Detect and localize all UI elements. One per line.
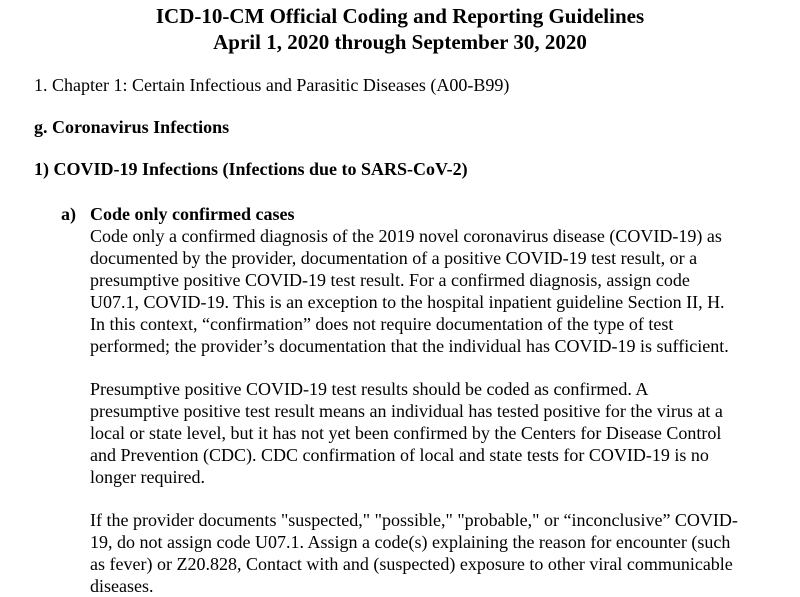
paragraph-line: local or state level, but it has not yet been confirmed by the Centers for Disease Control xyxy=(90,423,722,443)
item-heading: Code only confirmed cases xyxy=(90,204,295,224)
paragraph-line: documented by the provider, documentation of a positive COVID-19 test result, or a xyxy=(90,248,698,268)
item-marker: a) xyxy=(61,204,76,224)
paragraph-line: If the provider documents "suspected," "possible," "probable," or “inconclusive” COVID- xyxy=(90,510,738,530)
paragraph-line: 19, do not assign code U07.1. Assign a code(s) explaining the reason for encounter (such xyxy=(90,532,731,552)
paragraph-line: Code only a confirmed diagnosis of the 2019 novel coronavirus disease (COVID-19) as xyxy=(90,226,722,246)
section-heading: g. Coronavirus Infections xyxy=(34,117,230,137)
paragraph-line: longer required. xyxy=(90,467,205,487)
paragraph-confirmed-diagnosis xyxy=(90,225,780,357)
document-title: ICD-10-CM Official Coding and Reporting Guidelines xyxy=(155,4,645,28)
paragraph-line: U07.1, COVID-19. This is an exception to the hospital inpatient guideline Section II, H. xyxy=(90,292,725,312)
paragraph-line: presumptive positive COVID-19 test result. For a confirmed diagnosis, assign code xyxy=(90,270,690,290)
paragraph-line: In this context, “confirmation” does not require documentation of the type of test xyxy=(90,314,674,334)
subsection-heading: 1) COVID-19 Infections (Infections due to SARS-CoV-2) xyxy=(34,159,468,179)
paragraph-line: Presumptive positive COVID-19 test results should be coded as confirmed. A xyxy=(90,379,649,399)
paragraph-line: performed; the provider’s documentation that the individual has COVID-19 is sufficient. xyxy=(90,336,729,356)
paragraph-suspected-cases xyxy=(90,509,780,597)
paragraph-line: presumptive positive test result means an individual has tested positive for the virus at a xyxy=(90,401,723,421)
paragraph-line: diseases. xyxy=(90,576,154,596)
document-date-range: April 1, 2020 through September 30, 2020 xyxy=(213,30,587,54)
paragraph-line: as fever) or Z20.828, Contact with and (suspected) exposure to other viral communicable xyxy=(90,554,733,574)
paragraph-line: and Prevention (CDC). CDC confirmation of local and state tests for COVID-19 is no xyxy=(90,445,709,465)
paragraph-presumptive-positive xyxy=(90,378,780,488)
chapter-heading: 1. Chapter 1: Certain Infectious and Parasitic Diseases (A00-B99) xyxy=(34,75,510,95)
